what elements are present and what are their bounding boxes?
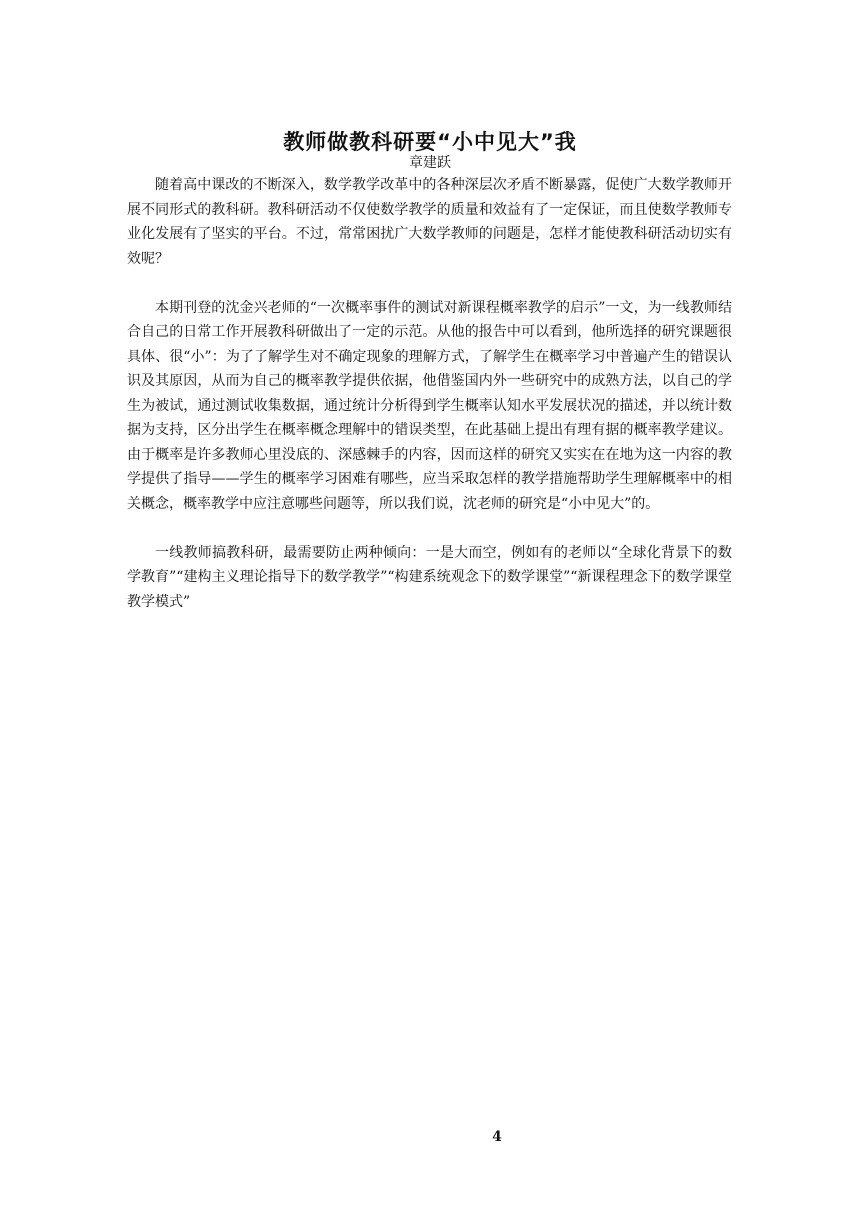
paragraph-2: 本期刊登的沈金兴老师的“一次概率事件的测试对新课程概率教学的启示”一文，为一线教师结合自己的日常工作开展教科研做出了一定的示范。从他的报告中可以看到，他所选择的研究课题很具体、很“小”：为了了解学生对不确定现象的理解方式，了解学生在概率学习中普遍产生的错误认识及其原因，从而为自己的概率教学提供依据，他借鉴国内外一些研究中的成熟方法，以自己的学生为被试，通过测试收集数据，通过统计分析得到学生概率认知水平发展状况的描述，并以统计数据为支持，区分出学生在概率概念理解中的错误类型，在此基础上提出有理有据的概率教学建议。由于概率是许多教师心里没底的、深感棘手的内容，因而这样的研究又实实在在地为这一内容的教学提供了指导——学生的概率学习困难有哪些，应当采取怎样的教学措施帮助学生理解概率中的相关概念，概率教学中应注意哪些问题等，所以我们说，沈老师的研究是“小中见大”的。 [127,299,732,512]
paragraph-1: 随着高中课改的不断深入，数学教学改革中的各种深层次矛盾不断暴露，促使广大数学教师开展不同形式的教科研。教科研活动不仅使数学教学的质量和效益有了一定保证，而且使数学教师专业化发展有了坚实的平台。不过，常常困扰广大数学教师的问题是，怎样才能使教科研活动切实有效呢？ [127,177,732,267]
author-name: 章建跃 [409,155,451,171]
article-body [127,173,732,614]
page-number: 4 [492,1129,502,1145]
paragraph-spacer [127,516,732,541]
paragraph-3: 一线教师搞教科研，最需要防止两种倾向：一是大而空，例如有的老师以“全球化背景下的数学教育”“建构主义理论指导下的数学教学”“构建系统观念下的数学课堂”“新课程理念下的数学课堂教学模式” [127,544,732,610]
article-title: 教师做教科研要“小中见大”我 [283,130,577,155]
paragraph-spacer [127,271,732,296]
